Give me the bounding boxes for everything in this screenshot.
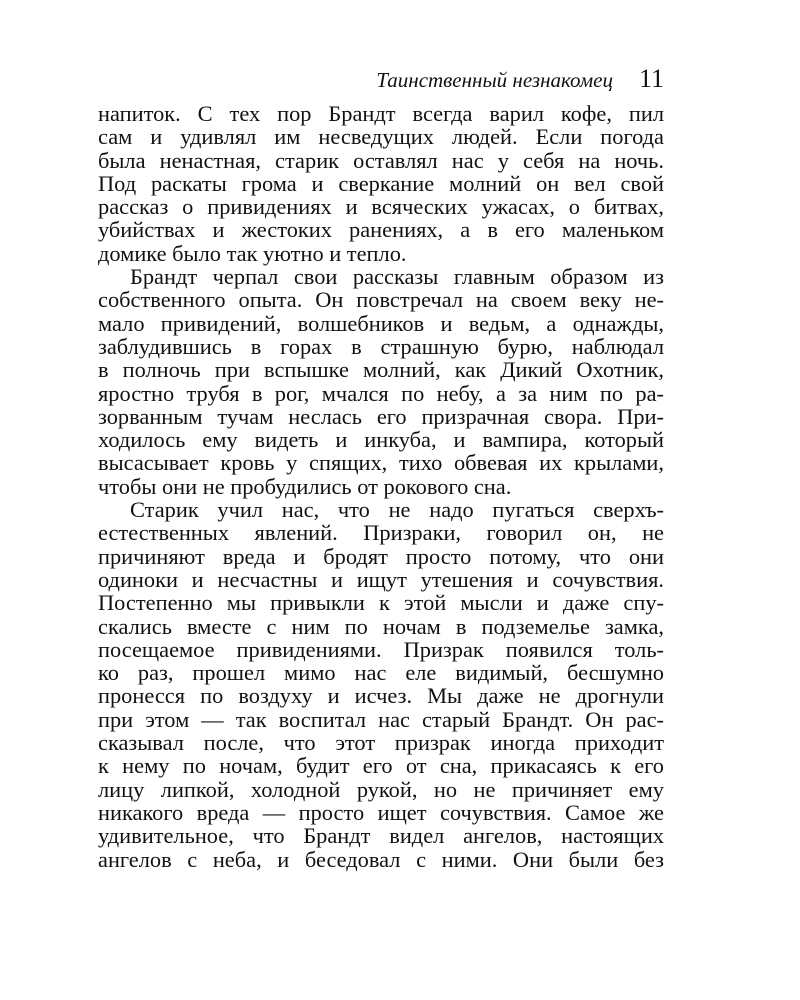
text-line: к нему по ночам, будит его от сна, прикасаясь к его <box>98 753 664 779</box>
text-line: заблудившись в горах в страшную бурю, наблюдал <box>98 333 664 359</box>
text-line: скались вместе с ним по ночам в подземелье замка, <box>98 613 664 639</box>
text-line: в полночь при вспышке молний, как Дикий Охотник, <box>98 357 664 383</box>
text-line: Старик учил нас, что не надо пугаться сверхъ- <box>130 497 664 523</box>
text-line: ходилось ему видеть и инкуба, и вампира, который <box>98 427 664 453</box>
text-line: лицу липкой, холодной рукой, но не причиняет ему <box>98 776 664 802</box>
text-line: яростно трубя в рог, мчался по небу, а за ним по ра- <box>98 380 664 406</box>
text-line: Под раскаты грома и сверкание молний он вел свой <box>98 170 664 196</box>
text-line: при этом — так воспитал нас старый Брандт. Он рас- <box>98 706 664 732</box>
text-line: сказывал после, что этот призрак иногда приходит <box>98 730 664 756</box>
text-line: ко раз, прошел мимо нас еле видимый, бесшумно <box>98 660 664 686</box>
text-line: посещаемое привидениями. Призрак появился толь- <box>98 636 664 662</box>
text-line: Постепенно мы привыкли к этой мысли и даже спу- <box>98 590 664 616</box>
text-line: собственного опыта. Он повстречал на своем веку не- <box>98 287 664 313</box>
text-line: зорванным тучам неслась его призрачная свора. При- <box>98 403 664 429</box>
text-line: убийствах и жестоких ранениях, а в его маленьком <box>98 217 664 243</box>
text-line: домике было так уютно и тепло. <box>98 240 407 266</box>
running-head <box>98 64 664 100</box>
text-line: естественных явлений. Призраки, говорил он, не <box>98 520 664 546</box>
text-line: мало привидений, волшебников и ведьм, а однажды, <box>98 310 664 336</box>
text-line: Брандт черпал свои рассказы главным образом из <box>130 264 664 290</box>
text-line: ангелов с неба, и беседовал с ними. Они были без <box>98 846 664 872</box>
text-line: причиняют вреда и бродят просто потому, что они <box>98 543 664 569</box>
text-line: никакого вреда — просто ищет сочувствия. Самое же <box>98 799 664 825</box>
page-number: 11 <box>638 64 664 93</box>
text-line: напиток. С тех пор Брандт всегда варил кофе, пил <box>98 101 664 126</box>
paragraph <box>98 498 664 871</box>
running-title: Таинственный незнакомец <box>376 68 613 92</box>
text-line: сам и удивлял им несведущих людей. Если погода <box>98 124 664 150</box>
paragraph <box>98 265 664 498</box>
text-line: чтобы они не пробудились от рокового сна. <box>98 473 512 499</box>
text-line: рассказ о привидениях и всяческих ужасах, о битвах, <box>98 194 664 220</box>
text-line: была ненастная, старик оставлял нас у себя на ночь. <box>98 147 664 173</box>
text-line: удивительное, что Брандт видел ангелов, настоящих <box>98 823 664 849</box>
paragraph <box>98 102 664 265</box>
text-line: высасывает кровь у спящих, тихо обвевая их крылами, <box>98 450 664 476</box>
body-text <box>98 102 664 871</box>
text-line: пронесся по воздуху и исчез. Мы даже не дрогнули <box>98 683 664 709</box>
text-line: одиноки и несчастны и ищут утешения и сочувствия. <box>98 566 664 592</box>
